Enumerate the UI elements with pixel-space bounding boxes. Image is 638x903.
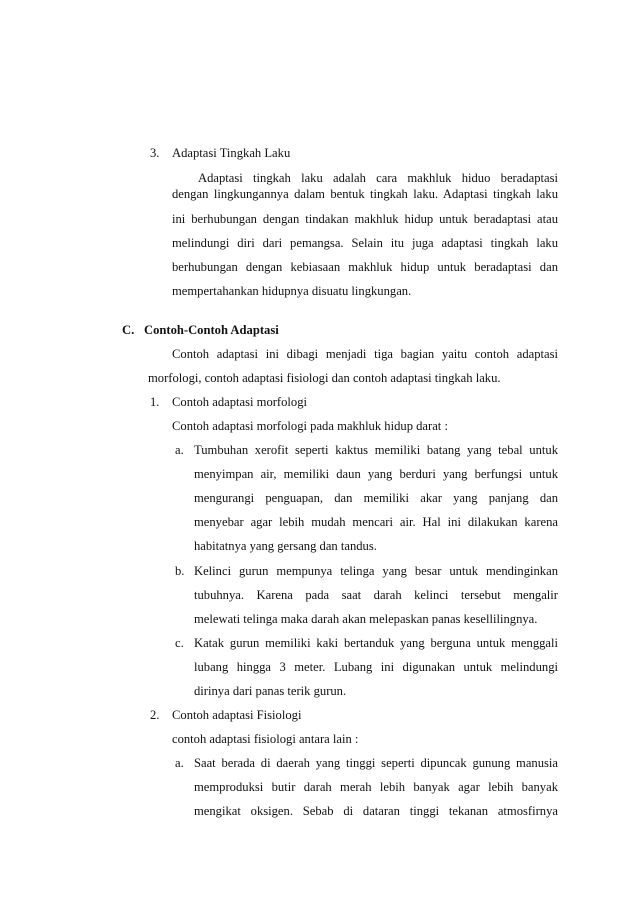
paragraph-line: ini berhubungan dengan tindakan makhluk hidup untuk beradaptasi atau xyxy=(172,212,558,226)
item-line: tubuhnya. Karena pada saat darah kelinci tersebut mengalir xyxy=(194,588,558,602)
subsection-1-title: Contoh adaptasi morfologi xyxy=(172,395,308,409)
section-3-title: Adaptasi Tingkah Laku xyxy=(172,146,291,160)
item-line: mengurangi penguapan, dan memiliki akar yang panjang dan xyxy=(194,491,558,505)
paragraph-line: Adaptasi tingkah laku adalah cara makhluk hiduo beradaptasi xyxy=(198,171,558,185)
item-letter: a. xyxy=(175,443,184,457)
paragraph-line: mempertahankan hidupnya disuatu lingkungan. xyxy=(172,284,412,298)
paragraph-line: melindungi diri dari pemangsa. Selain itu juga adaptasi tingkah laku xyxy=(172,236,558,250)
intro-line: morfologi, contoh adaptasi fisiologi dan contoh adaptasi tingkah laku. xyxy=(148,371,501,385)
item-line: menyebar agar lebih mudah mencari air. Hal ini dilakukan karena xyxy=(194,515,558,529)
item-line: lubang hingga 3 meter. Lubang ini digunakan untuk melindungi xyxy=(194,660,558,674)
item-letter: b. xyxy=(175,564,185,578)
item-line: Tumbuhan xerofit seperti kaktus memiliki batang yang tebal untuk xyxy=(194,443,558,457)
subsection-1-lead: Contoh adaptasi morfologi pada makhluk hidup darat : xyxy=(172,419,448,433)
item-line: Katak gurun memiliki kaki bertanduk yang berguna untuk menggali xyxy=(194,636,558,650)
subsection-2-lead: contoh adaptasi fisiologi antara lain : xyxy=(172,732,359,746)
section-c-title: Contoh-Contoh Adaptasi xyxy=(144,323,279,337)
paragraph-line: berhubungan dengan kebiasaan makhluk hidup untuk beradaptasi dan xyxy=(172,260,558,274)
item-line: dirinya dari panas terik gurun. xyxy=(194,684,347,698)
item-line: habitatnya yang gersang dan tandus. xyxy=(194,539,377,553)
item-line: melewati telinga maka darah akan melepaskan panas kesellilingnya. xyxy=(194,612,538,626)
item-letter: a. xyxy=(175,756,184,770)
subsection-1-number: 1. xyxy=(150,395,160,409)
item-letter: c. xyxy=(175,636,184,650)
item-line: Saat berada di daerah yang tinggi seperti dipuncak gunung manusia xyxy=(194,756,558,770)
section-3-number: 3. xyxy=(150,146,160,160)
item-line: menyimpan air, memiliki daun yang berduri yang berfungsi untuk xyxy=(194,467,558,481)
item-line: Kelinci gurun mempunya telinga yang besar untuk mendinginkan xyxy=(194,564,558,578)
subsection-2-title: Contoh adaptasi Fisiologi xyxy=(172,708,302,722)
item-line: memproduksi butir darah merah lebih banyak agar lebih banyak xyxy=(194,780,558,794)
item-line: mengikat oksigen. Sebab di dataran tinggi tekanan atmosfirnya xyxy=(194,804,558,818)
section-c-letter: C. xyxy=(122,323,135,337)
intro-line: Contoh adaptasi ini dibagi menjadi tiga bagian yaitu contoh adaptasi xyxy=(172,347,558,361)
paragraph-line: dengan lingkungannya dalam bentuk tingkah laku. Adaptasi tingkah laku xyxy=(172,187,558,201)
subsection-2-number: 2. xyxy=(150,708,160,722)
